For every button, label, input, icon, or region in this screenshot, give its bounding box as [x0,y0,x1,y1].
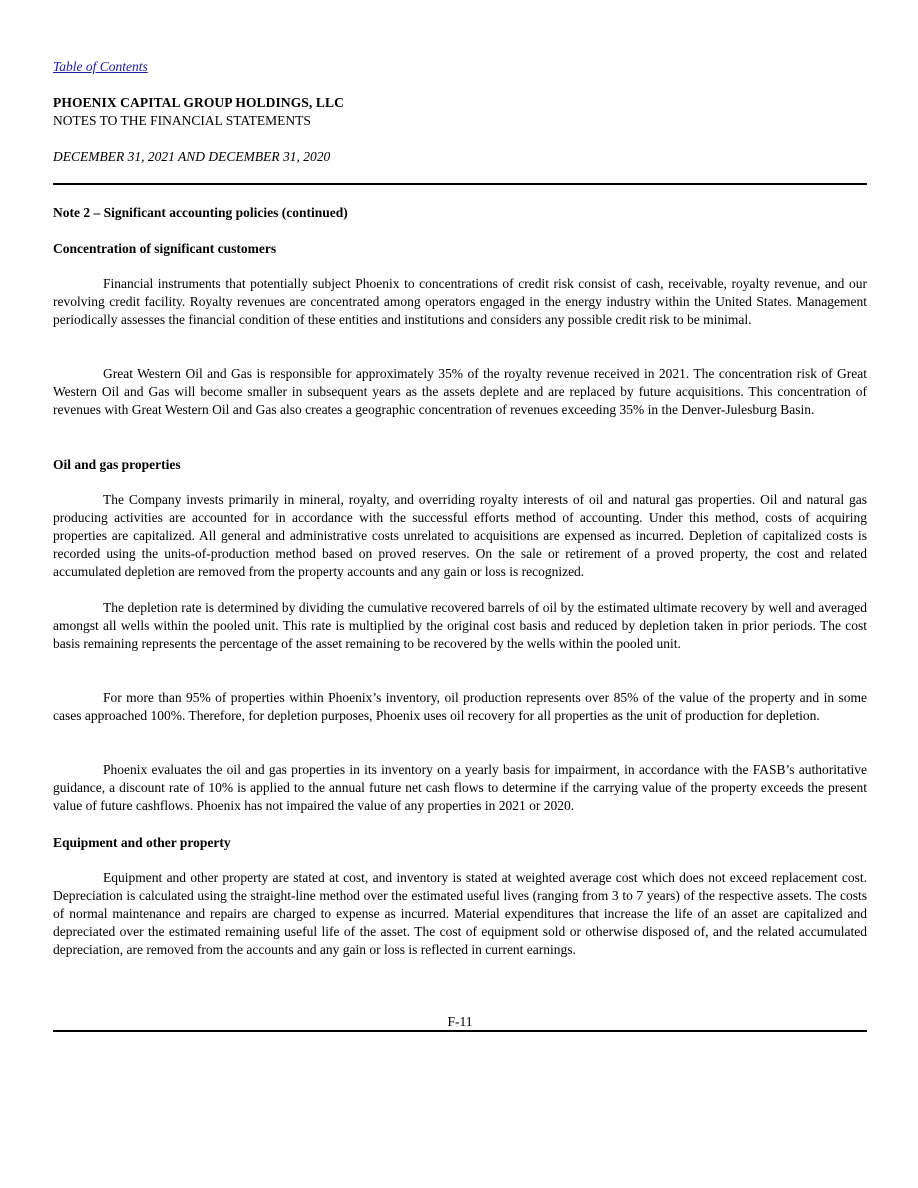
company-name: PHOENIX CAPITAL GROUP HOLDINGS, LLC [53,95,344,110]
paragraph-oil-gas-1: The Company invests primarily in mineral, royalty, and overriding royalty interests of oil and natural gas properties. Oil and natural gas producing activities are accounted for in accordance with the successful efforts method of accounting. Under this method, costs of acquiring properties are capitalized. All general and administrative costs unrelated to acquisitions are expensed as incurred. Depletion of capitalized costs is recorded using the units-of-production method based on proved reserves. On the sale or retirement of a proved property, the cost and related accumulated depletion are removed from the property accounts and any gain or loss is recognized. [53,492,867,579]
paragraph-oil-gas-3: For more than 95% of properties within Phoenix’s inventory, oil production represents over 85% of the value of the property and in some cases approached 100%. Therefore, for depletion purposes, Phoenix uses oil recovery for all properties as the unit of production for depletion. [53,690,867,723]
footer-divider [53,1030,867,1032]
reporting-period: DECEMBER 31, 2021 AND DECEMBER 31, 2020 [53,149,331,164]
page-number: F-11 [447,1014,473,1029]
document-subtitle: NOTES TO THE FINANCIAL STATEMENTS [53,113,311,128]
paragraph-oil-gas-4: Phoenix evaluates the oil and gas properties in its inventory on a yearly basis for impairment, in accordance with the FASB’s authoritative guidance, a discount rate of 10% is applied to the annual future net cash flows to determine if the carrying value of the property exceeds the present value of future cashflows. Phoenix has not impaired the value of any properties in 2021 or 2020. [53,762,867,813]
note-title: Note 2 – Significant accounting policies (continued) [53,205,348,220]
paragraph-oil-gas-2: The depletion rate is determined by dividing the cumulative recovered barrels of oil by the estimated ultimate recovery by well and averaged amongst all wells within the pooled unit. This rate is multiplied by the original cost basis and reduced by depletion taken in prior periods. The cost basis remaining represents the percentage of the asset remaining to be recovered by the wells within the pooled unit. [53,600,867,651]
paragraph-equipment-1: Equipment and other property are stated at cost, and inventory is stated at weighted average cost which does not exceed replacement cost. Depreciation is calculated using the straight-line method over the estimated useful lives (ranging from 3 to 7 years) of the respective assets. The costs of normal maintenance and repairs are charged to expense as incurred. Material expenditures that increase the life of an asset are capitalized and depreciated over the estimated remaining useful life of the asset. The cost of equipment sold or otherwise disposed of, and the related accumulated depreciation, are removed from the accounts and any gain or loss is reflected in current earnings. [53,870,867,957]
paragraph-concentration-2: Great Western Oil and Gas is responsible for approximately 35% of the royalty revenue received in 2021. The concentration risk of Great Western Oil and Gas will become smaller in subsequent years as the assets deplete and are replaced by future acquisitions. This concentration of revenues with Great Western Oil and Gas also creates a geographic concentration of revenues exceeding 35% in the Denver-Julesburg Basin. [53,366,867,417]
section-heading-concentration: Concentration of significant customers [53,241,277,256]
section-heading-equipment: Equipment and other property [53,835,231,850]
table-of-contents-link[interactable]: Table of Contents [53,59,148,74]
section-heading-oil-gas: Oil and gas properties [53,457,181,472]
paragraph-concentration-1: Financial instruments that potentially subject Phoenix to concentrations of credit risk consist of cash, receivable, royalty revenue, and our revolving credit facility. Royalty revenues are concentrated among operators engaged in the energy industry within the United States. Management periodically assesses the financial condition of these entities and institutions and considers any possible credit risk to be minimal. [53,276,867,327]
header-divider [53,183,867,185]
